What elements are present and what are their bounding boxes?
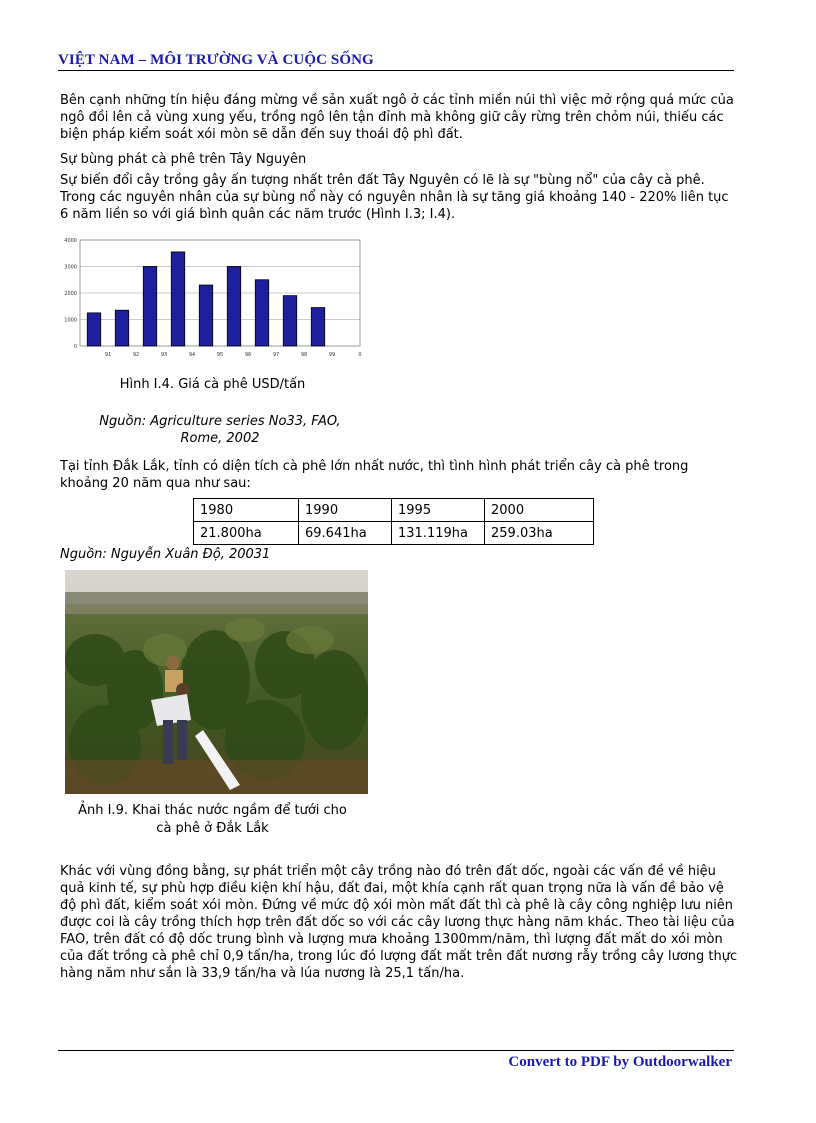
chart-bar	[87, 313, 100, 346]
coffee-area-table	[193, 498, 594, 545]
chart-caption: Hình I.4. Giá cà phê USD/tấn	[119, 377, 306, 392]
chart-x-tick-label: 95	[216, 352, 224, 358]
table-cell: 69.641ha	[299, 522, 392, 545]
chart-bar	[199, 285, 212, 346]
section-subheading: Sự bùng phát cà phê trên Tây Nguyên	[60, 152, 307, 167]
coffee-irrigation-photo	[65, 570, 368, 794]
chart-x-tick-label: 93	[160, 352, 168, 358]
table-row-years	[194, 499, 594, 522]
chart-bar	[143, 267, 156, 347]
chart-x-tick-label: 0	[358, 352, 362, 358]
photo-caption-line2: cà phê ở Đắk Lắk	[156, 821, 269, 836]
chart-x-tick-label: 92	[132, 352, 140, 358]
table-row-areas	[194, 522, 594, 545]
table-cell: 1980	[194, 499, 299, 522]
paragraph-coffee-boom: Sự biến đổi cây trồng gây ấn tượng nhất trên đất Tây Nguyên có lẽ là sự "bùng nổ" của cây cà phê. Trong các nguyên nhân của sự bùng nổ này có nguyên nhân là sự tăng giá khoảng 140 - 220% liên tục 6 năm liền so với giá bình quân các năm trước (Hình I.3; I.4).	[60, 173, 729, 222]
chart-bar	[115, 310, 128, 346]
footer-divider	[58, 1050, 734, 1051]
chart-y-tick-label: 0	[73, 344, 77, 350]
chart-y-tick-label: 3000	[64, 264, 77, 271]
chart-x-tick-label: 97	[272, 352, 280, 358]
chart-x-tick-label: 96	[244, 352, 252, 358]
table-cell: 1990	[299, 499, 392, 522]
footer-text: Convert to PDF by Outdoorwalker	[508, 1054, 732, 1070]
table-cell: 2000	[485, 499, 594, 522]
table-source: Nguồn: Nguyễn Xuân Độ, 20031	[60, 547, 271, 562]
header-divider	[58, 70, 734, 71]
chart-bar	[255, 280, 268, 346]
chart-x-tick-label: 91	[104, 352, 112, 358]
chart-source-line1: Nguồn: Agriculture series No33, FAO,	[99, 414, 341, 429]
chart-bar	[283, 296, 296, 346]
paragraph-intro: Bên cạnh những tín hiệu đáng mừng về sản xuất ngô ở các tỉnh miền núi thì việc mở rộng quá mức của ngô đồi lên cả vùng xung yếu, trồng ngô lên tận đỉnh mà không giữ cây rừng trên chỏm núi, thiếu các biện pháp kiểm soát xói mòn sẽ dẫn đến suy thoái độ phì đất.	[60, 93, 734, 142]
table-cell: 1995	[392, 499, 485, 522]
paragraph-daklak: Tại tỉnh Đắk Lắk, tỉnh có diện tích cà phê lớn nhất nước, thì tình hình phát triển cây cà phê trong khoảng 20 năm qua như sau:	[60, 459, 689, 491]
chart-bar	[311, 308, 324, 346]
chart-source-line2: Rome, 2002	[180, 431, 260, 446]
chart-x-tick-label: 94	[188, 352, 196, 358]
table-cell: 131.119ha	[392, 522, 485, 545]
chart-bar	[227, 267, 240, 347]
photo-caption-line1: Ảnh I.9. Khai thác nước ngầm để tưới cho	[78, 803, 347, 818]
chart-x-tick-label: 98	[300, 352, 308, 358]
chart-y-tick-label: 1000	[64, 317, 77, 324]
table-cell: 21.800ha	[194, 522, 299, 545]
paragraph-erosion: Khác với vùng đồng bằng, sự phát triển một cây trồng nào đó trên đất dốc, ngoài các vấn đề về hiệu quả kinh tế, sự phù hợp điều kiện khí hậu, đất đai, một khía cạnh rất quan trọng nữa là vấn đề bảo vệ độ phì đất, kiểm soát xói mòn. Đứng về mức độ xói mòn mất đất thì cà phê là cây công nghiệp lưu niên được coi là cây trồng thích hợp trên đất dốc so với các cây lương thực hàng năm khác. Theo tài liệu của FAO, trên đất có độ dốc trung bình và lượng mưa khoảng 1300mm/năm, thì lượng đất mất do xói mòn của đất trồng cà phê chỉ 0,9 tấn/ha, trong lúc đó lượng đất mất trên đất nương rẫy trồng cây lương thực hàng năm như sắn là 33,9 tấn/ha và lúa nương là 25,1 tấn/ha.	[60, 864, 738, 981]
page-header-title: VIỆT NAM – MÔI TRƯỜNG VÀ CUỘC SỐNG	[58, 52, 374, 68]
coffee-price-chart	[60, 232, 365, 362]
chart-y-tick-label: 4000	[64, 238, 77, 244]
table-cell: 259.03ha	[485, 522, 594, 545]
chart-bar	[171, 252, 184, 346]
chart-y-tick-label: 2000	[64, 291, 77, 297]
chart-x-tick-label: 99	[328, 352, 336, 358]
